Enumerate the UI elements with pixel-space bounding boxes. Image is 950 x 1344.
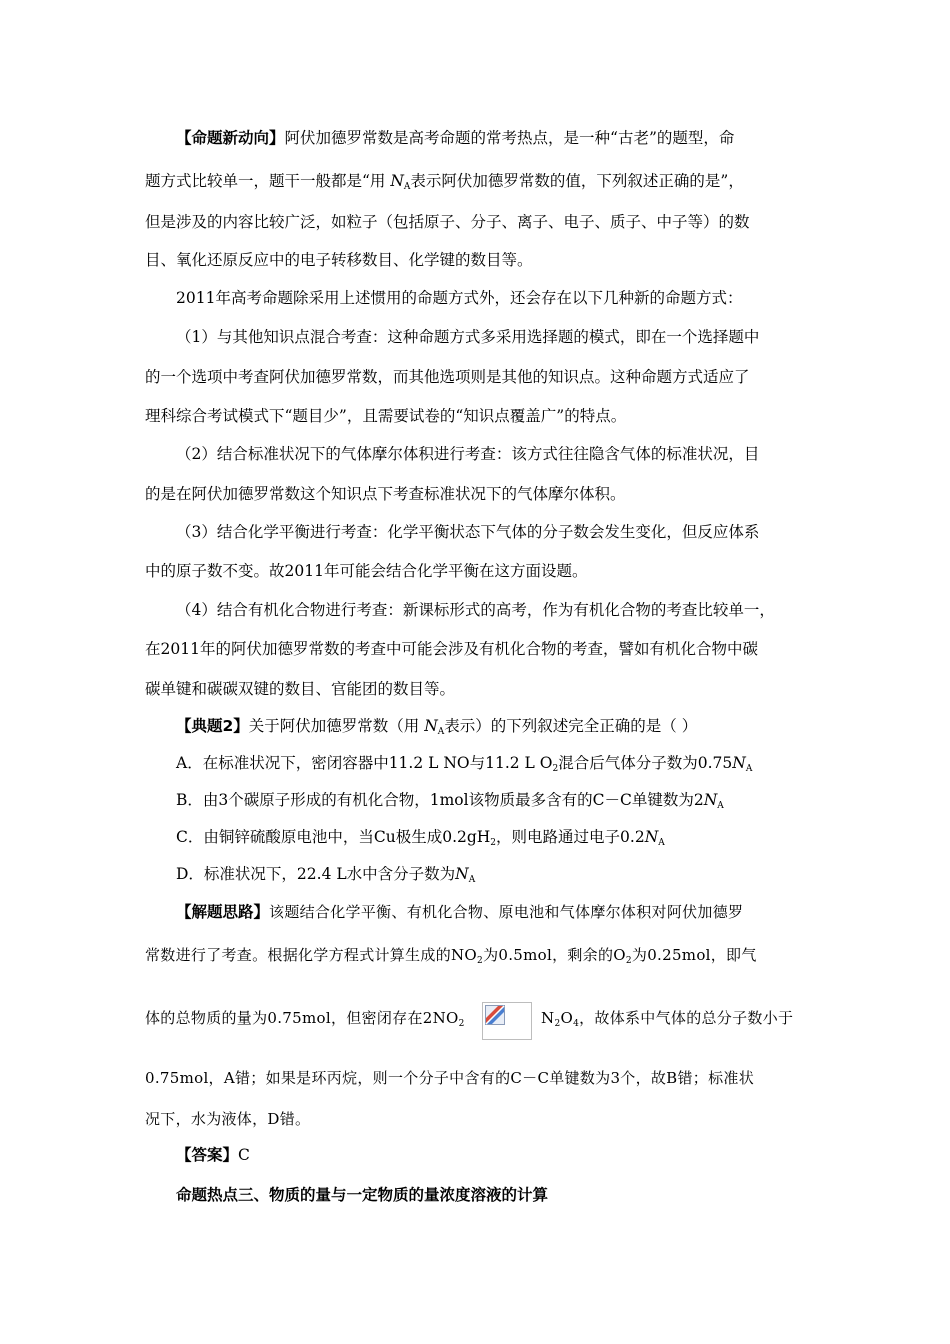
option-b: B．由3个碳原子形成的有机化合物，1mol该物质最多含有的C－C单键数为$2N_A$ — [176, 791, 724, 811]
section-heading: 命题热点三、物质的量与一定物质的量浓度溶液的计算 — [176, 1186, 549, 1204]
question-stem: 【典题2】关于阿伏加德罗常数（用 $N_A$表示）的下列叙述完全正确的是（ ） — [176, 717, 698, 737]
answer-value: C — [238, 1146, 250, 1164]
paragraph-6-line-3: 碳单键和碳碳双键的数目、官能团的数目等。 — [145, 680, 456, 698]
paragraph-3-line-1: （1）与其他知识点混合考查：这种命题方式多采用选择题的模式，即在一个选择题中 — [176, 328, 760, 346]
section-label-new-trend: 【命题新动向】 — [176, 129, 285, 147]
paragraph-4-line-1: （2）结合标准状况下的气体摩尔体积进行考查：该方式往往隐含气体的标准状况，目 — [176, 445, 760, 463]
solution-line-3a: 体的总物质的量为0.75mol，但密闭存在$2NO_2$ — [145, 1009, 465, 1029]
paragraph-2: 2011年高考命题除采用上述惯用的命题方式外，还会存在以下几种新的命题方式： — [176, 289, 743, 307]
option-d: D．标准状况下，22.4 L水中含分子数为$N_A$ — [176, 865, 476, 885]
equilibrium-arrow-image — [482, 1002, 532, 1040]
paragraph-1-line-4: 目、氧化还原反应中的电子转移数目、化学键的数目等。 — [145, 251, 533, 269]
solution-line-1: 【解题思路】该题结合化学平衡、有机化合物、原电池和气体摩尔体积对阿伏加德罗 — [176, 903, 744, 921]
question-label: 【典题2】 — [176, 717, 249, 735]
solution-line-3b: $N_2O_4$，故体系中气体的总分子数小于 — [541, 1009, 794, 1029]
paragraph-4-line-2: 的是在阿伏加德罗常数这个知识点下考查标准状况下的气体摩尔体积。 — [145, 485, 626, 503]
paragraph-5-line-2: 中的原子数不变。故2011年可能会结合化学平衡在这方面设题。 — [145, 562, 588, 580]
paragraph-1-line-1: 【命题新动向】阿伏加德罗常数是高考命题的常考热点，是一种“古老”的题型，命 — [176, 129, 735, 147]
answer-label: 【答案】 — [176, 1146, 239, 1164]
paragraph-1-line-2: 题方式比较单一，题干一般都是“用 $N_A$表示阿伏加德罗常数的值，下列叙述正确的是”， — [145, 172, 744, 192]
solution-line-2: 常数进行了考查。根据化学方程式计算生成的$NO_2$为0.5mol，剩余的$O_2$为0.25mol，即气 — [145, 946, 757, 966]
paragraph-5-line-1: （3）结合化学平衡进行考查：化学平衡状态下气体的分子数会发生变化，但反应体系 — [176, 523, 760, 541]
paragraph-1-line-3: 但是涉及的内容比较广泛，如粒子（包括原子、分子、离子、电子、质子、中子等）的数 — [145, 213, 750, 231]
option-a: A．在标准状况下，密闭容器中11.2 L NO与11.2 L $O_2$混合后气体分子数为$0.75N_A$ — [176, 754, 753, 774]
solution-label: 【解题思路】 — [176, 903, 270, 921]
solution-line-4: 0.75mol，A错；如果是环丙烷，则一个分子中含有的C－C单键数为3个，故B错；标准状 — [145, 1069, 755, 1087]
paragraph-6-line-1: （4）结合有机化合物进行考查：新课标形式的高考，作为有机化合物的考查比较单一， — [176, 601, 775, 619]
paragraph-3-line-3: 理科综合考试模式下“题目少”，且需要试卷的“知识点覆盖广”的特点。 — [145, 407, 627, 425]
broken-image-icon — [485, 1005, 505, 1025]
solution-line-5: 况下，水为液体，D错。 — [145, 1110, 311, 1128]
paragraph-6-line-2: 在2011年的阿伏加德罗常数的考查中可能会涉及有机化合物的考查，譬如有机化合物中碳 — [145, 640, 758, 658]
option-c: C．由铜锌硫酸原电池中，当Cu极生成$0.2gH_2$，则电路通过电子$0.2N_A$ — [176, 828, 665, 848]
paragraph-3-line-2: 的一个选项中考查阿伏加德罗常数，而其他选项则是其他的知识点。这种命题方式适应了 — [145, 368, 750, 386]
answer-line — [176, 1145, 250, 1165]
